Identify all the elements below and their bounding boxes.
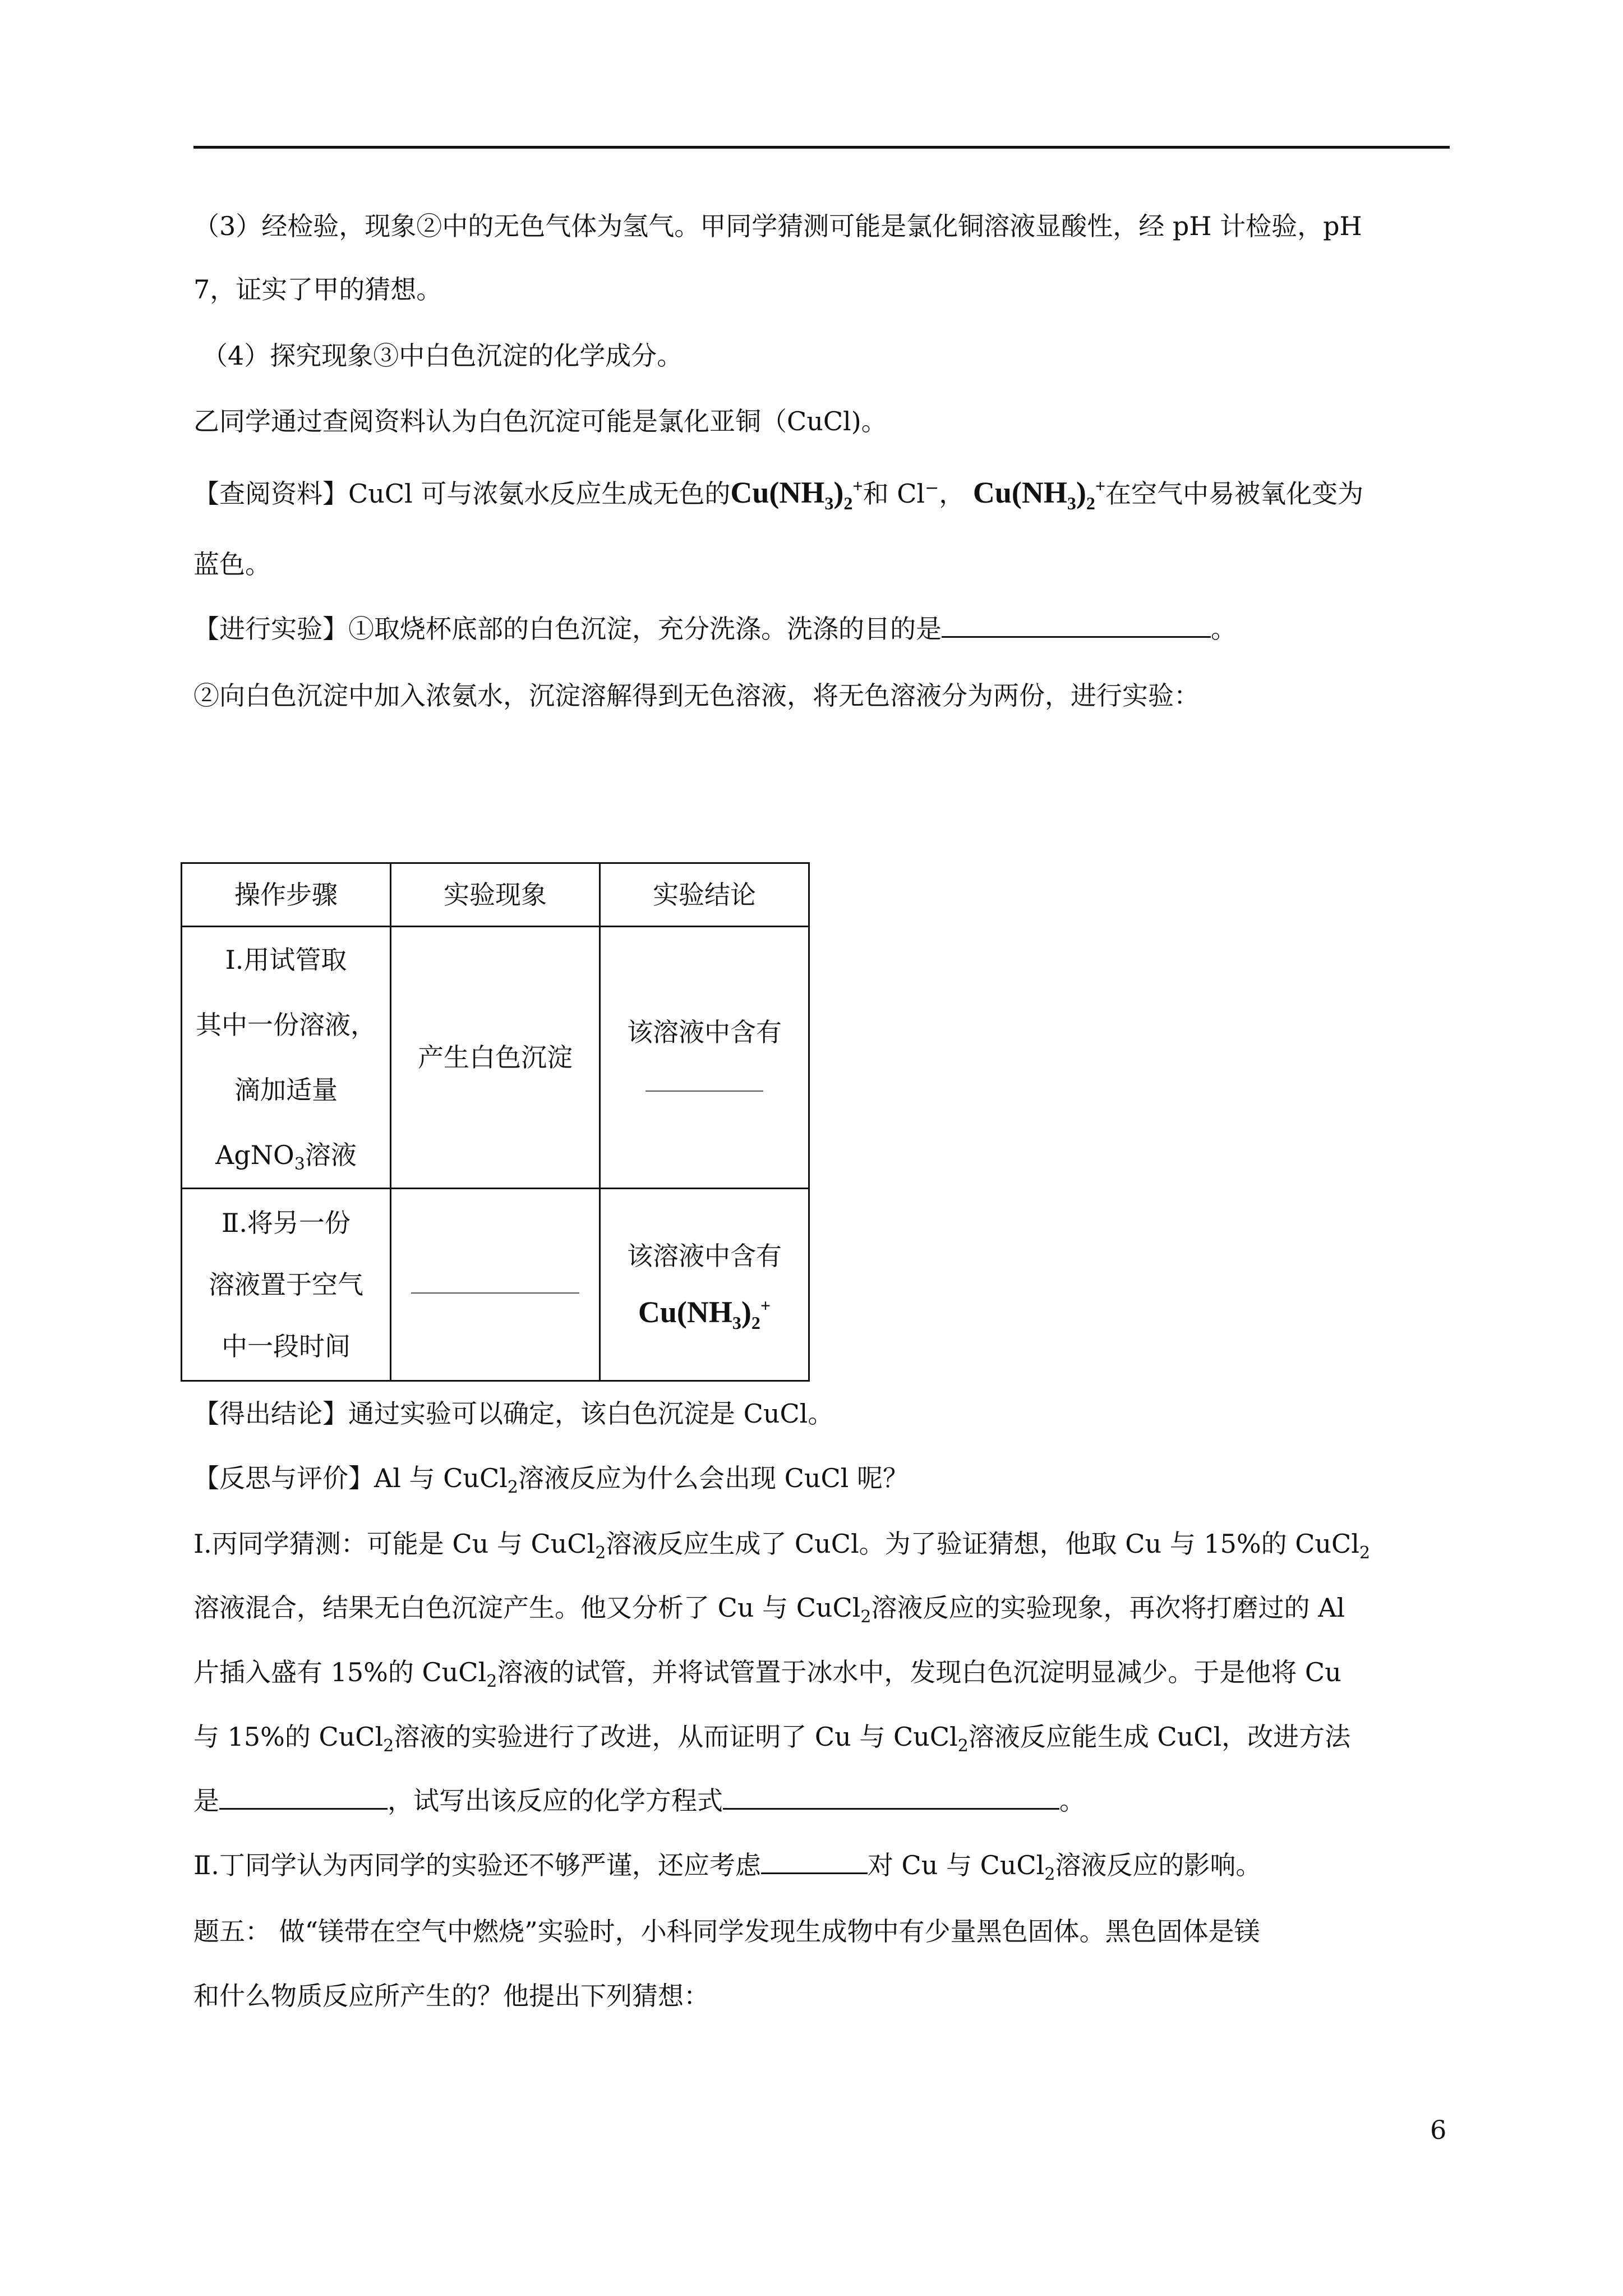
answer-blank-ion[interactable] xyxy=(645,1070,763,1092)
table-row xyxy=(182,1189,809,1381)
question-5-line-1: 题五： 做“镁带在空气中燃烧”实验时，小科同学发现生成物中有少量黑色固体。黑色固体是镁 xyxy=(193,1916,1260,1947)
formula-cu-nh3-2-plus-second: $Cu(NH_3)_2^+$ xyxy=(972,476,1106,513)
reference-text-b: 和 Cl xyxy=(863,478,925,509)
table-row xyxy=(182,927,809,1189)
bing-line-4: 与 15%的 CuCl$_2$溶液的实验进行了改进，从而证明了 Cu 与 CuCl$_2$溶液反应能生成 CuCl，改进方法 xyxy=(193,1722,1351,1756)
chloride-charge: − xyxy=(925,478,939,498)
bing-line-1: Ⅰ.丙同学猜测：可能是 Cu 与 CuCl$_2$溶液反应生成了 CuCl。为了验证猜想，他取 Cu 与 15%的 CuCl$_2$ xyxy=(193,1529,1371,1563)
reference-text-d: 在空气中易被氧化变为 xyxy=(1105,478,1364,509)
table-header-row xyxy=(182,863,809,927)
conclusion-line: 【得出结论】通过实验可以确定，该白色沉淀是 CuCl。 xyxy=(193,1398,834,1429)
experiment-table xyxy=(181,862,810,1382)
question-5-line-2: 和什么物质反应所产生的？他提出下列猜想： xyxy=(193,1981,709,2011)
table-header-cell: 实验结论 xyxy=(600,863,809,927)
reference-text-a: 【查阅资料】CuCl 可与浓氨水反应生成无色的 xyxy=(193,478,731,509)
table-cell-conclusion: 该溶液中含有 $Cu(NH_3)_2^+$ xyxy=(600,1189,809,1381)
formula-agno3: AgNO$_3$ xyxy=(215,1140,305,1175)
table-cell-conclusion: 该溶液中含有 xyxy=(600,927,809,1189)
reflection-line: 【反思与评价】Al 与 CuCl$_2$溶液反应为什么会出现 CuCl 呢？ xyxy=(193,1463,909,1498)
bing-line-3: 片插入盛有 15%的 CuCl$_2$溶液的试管，并将试管置于冰水中，发现白色沉淀明显减少。于是他将 Cu xyxy=(193,1657,1341,1692)
bing-line-2: 溶液混合，结果无白色沉淀产生。他又分析了 Cu 与 CuCl$_2$溶液反应的实验现象，再次将打磨过的 Al xyxy=(193,1593,1345,1627)
page-number: 6 xyxy=(1430,2115,1447,2145)
reference-line-2: 蓝色。 xyxy=(193,549,271,579)
table-header-cell: 操作步骤 xyxy=(182,863,391,927)
reference-line-1: 【查阅资料】CuCl 可与浓氨水反应生成无色的$Cu(NH_3)_2^+$和 Cl−， $Cu(NH_3)_2^+$在空气中易被氧化变为 xyxy=(193,476,1364,513)
answer-blank-factor[interactable] xyxy=(761,1850,868,1874)
table-cell-step: Ⅱ.将另一份 溶液置于空气 中一段时间 xyxy=(182,1189,391,1381)
table-cell-step: Ⅰ.用试管取 其中一份溶液， 滴加适量 AgNO$_3$溶液 xyxy=(182,927,391,1189)
paragraph-3-line-2: 7，证实了甲的猜想。 xyxy=(193,274,442,305)
paragraph-yi: 乙同学通过查阅资料认为白色沉淀可能是氯化亚铜（CuCl)。 xyxy=(193,406,887,436)
table-header-cell: 实验现象 xyxy=(391,863,600,927)
experiment-step-2: ②向白色沉淀中加入浓氨水，沉淀溶解得到无色溶液，将无色溶液分为两份，进行实验： xyxy=(193,680,1200,711)
table-cell-phenomenon: 产生白色沉淀 xyxy=(391,927,600,1189)
paragraph-3-line-1: （3）经检验，现象②中的无色气体为氢气。甲同学猜测可能是氯化铜溶液显酸性，经 pH 计检验，pH xyxy=(193,211,1362,241)
answer-blank-phenomenon[interactable] xyxy=(411,1272,579,1294)
header-rule xyxy=(193,146,1450,149)
experiment-step-1: 【进行实验】①取烧杯底部的白色沉淀，充分洗涤。洗涤的目的是 。 xyxy=(193,614,1237,644)
formula-cu-nh3-2-plus-table: $Cu(NH_3)_2^+$ xyxy=(638,1295,771,1333)
formula-cu-nh3-2-plus: $Cu(NH_3)_2^+$ xyxy=(730,476,863,513)
answer-blank-equation[interactable] xyxy=(723,1786,1059,1810)
table-cell-phenomenon xyxy=(391,1189,600,1381)
bing-line-5: 是 ，试写出该反应的化学方程式 。 xyxy=(193,1786,1085,1816)
answer-blank-wash-purpose[interactable] xyxy=(942,614,1211,638)
ding-line: Ⅱ.丁同学认为丙同学的实验还不够严谨，还应考虑 对 Cu 与 CuCl$_2$溶液反应的影响。 xyxy=(193,1850,1262,1885)
answer-blank-improvement[interactable] xyxy=(219,1786,388,1810)
paragraph-4: （4）探究现象③中白色沉淀的化学成分。 xyxy=(202,341,683,371)
